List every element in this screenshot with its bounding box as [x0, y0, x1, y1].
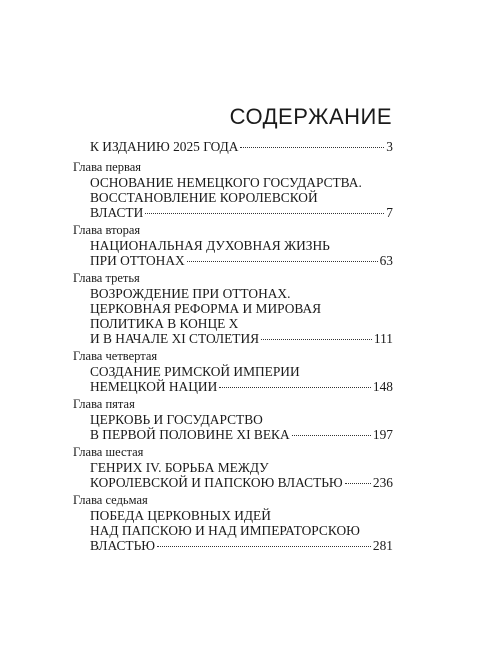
chapter-title-line: ВОССТАНОВЛЕНИЕ КОРОЛЕВСКОЙ — [90, 190, 318, 205]
chapter-label: Глава седьмая — [73, 493, 148, 507]
dot-leader — [261, 339, 372, 340]
dot-leader — [145, 213, 384, 214]
chapter-label: Глава третья — [73, 271, 140, 285]
page-number: 3 — [386, 139, 393, 154]
chapter-title-line: НАЦИОНАЛЬНАЯ ДУХОВНАЯ ЖИЗНЬ — [90, 238, 330, 253]
chapter-title-line: К ИЗДАНИЮ 2025 ГОДА — [90, 139, 239, 154]
chapter-title-line: ГЕНРИХ IV. БОРЬБА МЕЖДУ — [90, 460, 269, 475]
page-number: 197 — [372, 427, 393, 442]
toc-entry[interactable] — [73, 397, 393, 442]
chapter-title-last-line — [73, 427, 393, 442]
chapter-title-line: ЦЕРКОВНАЯ РЕФОРМА И МИРОВАЯ — [90, 301, 322, 316]
page-number: 281 — [372, 538, 393, 553]
dot-leader — [157, 546, 371, 547]
page-number: 236 — [372, 475, 393, 490]
toc-entry[interactable] — [73, 223, 393, 268]
chapter-title-line: ВЛАСТИ — [90, 205, 144, 220]
chapter-title-last-line — [73, 475, 393, 490]
toc-entry[interactable] — [73, 271, 393, 346]
toc-entry[interactable] — [73, 139, 393, 154]
chapter-title-line: ПОЛИТИКА В КОНЦЕ X — [90, 316, 239, 331]
dot-leader — [187, 261, 378, 262]
chapter-title-line: НЕМЕЦКОЙ НАЦИИ — [90, 379, 218, 394]
chapter-label: Глава шестая — [73, 445, 144, 459]
chapter-title-line: ПОБЕДА ЦЕРКОВНЫХ ИДЕЙ — [90, 508, 271, 523]
chapter-title-line: НАД ПАПСКОЮ И НАД ИМПЕРАТОРСКОЮ — [90, 523, 360, 538]
chapter-title-last-line — [73, 253, 393, 268]
chapter-title-line: ВЛАСТЬЮ — [90, 538, 156, 553]
chapter-title-line: КОРОЛЕВСКОЙ И ПАПСКОЮ ВЛАСТЬЮ — [90, 475, 343, 490]
page-number: 7 — [386, 205, 393, 220]
toc-entry[interactable] — [73, 349, 393, 394]
toc-entry[interactable] — [73, 445, 393, 490]
chapter-label: Глава первая — [73, 160, 142, 174]
table-of-contents — [73, 139, 393, 556]
dot-leader — [292, 435, 371, 436]
chapter-title-last-line — [73, 379, 393, 394]
chapter-title-last-line — [73, 139, 393, 154]
chapter-label: Глава четвертая — [73, 349, 158, 363]
chapter-title-line: В ПЕРВОЙ ПОЛОВИНЕ XI ВЕКА — [90, 427, 290, 442]
page-number: 111 — [373, 331, 393, 346]
chapter-label: Глава пятая — [73, 397, 135, 411]
chapter-title-line: ЦЕРКОВЬ И ГОСУДАРСТВО — [90, 412, 263, 427]
chapter-title-line: ОСНОВАНИЕ НЕМЕЦКОГО ГОСУДАРСТВА. — [90, 175, 362, 190]
dot-leader — [219, 387, 371, 388]
chapter-title-line: СОЗДАНИЕ РИМСКОЙ ИМПЕРИИ — [90, 364, 300, 379]
toc-entry[interactable] — [73, 493, 393, 553]
chapter-title-line: ВОЗРОЖДЕНИЕ ПРИ ОТТОНАХ. — [90, 286, 291, 301]
page-number: 63 — [379, 253, 393, 268]
chapter-title-line: И В НАЧАЛЕ XI СТОЛЕТИЯ — [90, 331, 260, 346]
chapter-title-line: ПРИ ОТТОНАХ — [90, 253, 185, 268]
dot-leader — [240, 147, 384, 148]
page-title: СОДЕРЖАНИЕ — [229, 104, 392, 129]
page-number: 148 — [372, 379, 393, 394]
chapter-title-last-line — [73, 331, 393, 346]
toc-entry[interactable] — [73, 160, 393, 220]
chapter-title-last-line — [73, 205, 393, 220]
chapter-label: Глава вторая — [73, 223, 141, 237]
chapter-title-last-line — [73, 538, 393, 553]
dot-leader — [345, 483, 371, 484]
